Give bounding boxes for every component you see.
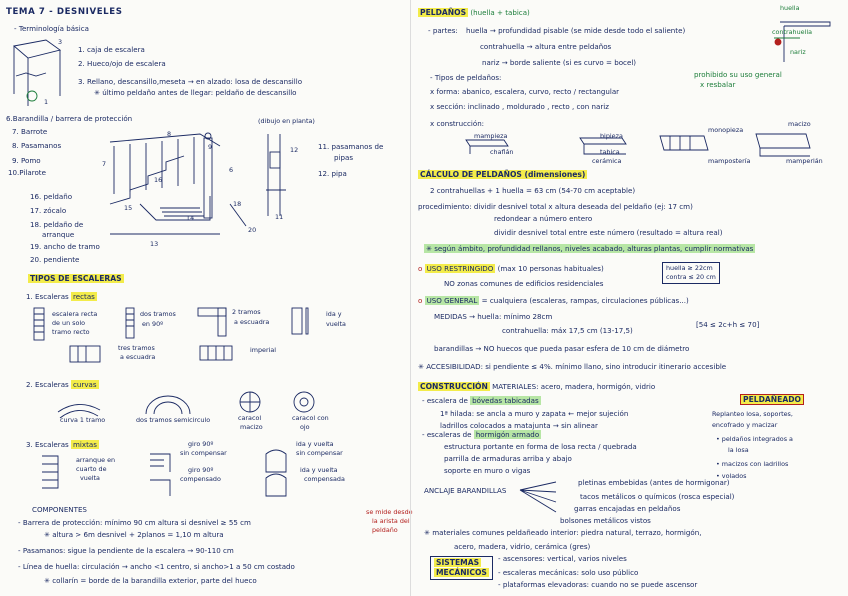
tipos-construccion: x construcción: <box>430 119 485 128</box>
callout-6: 6 <box>229 166 234 174</box>
mixtas-item-7: ida y vuelta <box>296 440 334 448</box>
peld-line-5: • macizos con ladrillos <box>716 460 789 468</box>
rectas-item-2: tramo recto <box>52 328 90 336</box>
callout-20: 20 <box>248 226 257 234</box>
rectas-item-7: ida y <box>326 310 342 318</box>
const-item-7: macizo <box>788 120 811 128</box>
uso-g-text: = cualquiera (escaleras, rampas, circulaciones públicas...) <box>481 296 689 305</box>
term-6: 6.Barandilla / barrera de protección <box>6 114 133 123</box>
peldanos-sub: (huella + tabica) <box>470 8 530 17</box>
term-19: 19. ancho de tramo <box>30 242 100 251</box>
anclaje-1: pletinas embebidas (antes de hormigonar) <box>578 478 730 487</box>
const-item-4: cerámica <box>592 157 622 165</box>
componentes-heading: COMPONENTES <box>32 505 87 514</box>
bovedas-row: - escalera de bóvedas tabicadas <box>422 396 539 405</box>
mixtas-title: 3. Escaleras mixtas <box>26 440 97 449</box>
anclaje-2: tacos metálicos o químicos (rosca especial) <box>580 492 735 501</box>
medidas-1: MEDIDAS → huella: mínimo 28cm <box>434 312 553 321</box>
bov-line-2: ladrillos colocados a matajunta → sin alinear <box>440 421 598 430</box>
construccion-row <box>418 382 655 391</box>
curvas-item-2: caracol <box>238 414 262 422</box>
anclaje-4: bolsones metálicos vistos <box>560 516 651 525</box>
peldanos-heading: PELDAÑOS <box>420 8 467 17</box>
term-2: 2. Hueco/ojo de escalera <box>78 59 166 68</box>
diagram-huella: huella <box>780 4 800 12</box>
calc-line-2: procedimiento: dividir desnivel total x altura deseada del peldaño (ej: 17 cm) <box>418 202 693 211</box>
uso-restringido-row: o USO RESTRINGIDO (max 10 personas habituales) <box>418 264 604 273</box>
uso-restringido: USO RESTRINGIDO <box>426 264 494 273</box>
const-item-3: tabica <box>600 148 620 156</box>
callout-13: 13 <box>150 240 159 248</box>
tipos-heading: TIPOS DE ESCALERAS <box>30 274 122 283</box>
callout-9: 9 <box>208 143 213 151</box>
partes-line-1: huella → profundidad pisable (se mide desde todo el saliente) <box>466 26 686 35</box>
comp-line-1: - Barrera de protección: mínimo 90 cm altura si desnivel ≥ 55 cm <box>18 518 251 527</box>
peldanos-heading-row <box>418 8 530 17</box>
diagram-nariz: nariz <box>790 48 806 56</box>
stair-railing-sketch <box>100 124 260 242</box>
callout-11: 11 <box>275 213 284 221</box>
const-item-8: mamperlán <box>786 157 823 165</box>
mat-comunes-1: ✳ materiales comunes peldañeado interior: piedra natural, terrazo, hormigón, <box>424 528 702 537</box>
prohibido-2: x resbalar <box>700 80 736 89</box>
hormigon-word: hormigón armado <box>475 430 540 439</box>
rectas-item-8: vuelta <box>326 320 346 328</box>
construccion-heading: CONSTRUCCIÓN <box>420 382 488 391</box>
terminologia-heading: - Terminología básica <box>14 24 89 33</box>
partes-line-3: nariz → borde saliente (si es curvo = bocel) <box>482 58 637 67</box>
mixtas-item-10: compensada <box>304 475 345 483</box>
mixtas-word: mixtas <box>73 440 97 449</box>
curvas-word: curvas <box>73 380 97 389</box>
peld-line-3: • peldaños integrados a <box>716 435 793 443</box>
callout-14: 14 <box>186 214 195 222</box>
callout-16: 16 <box>154 176 163 184</box>
sistemas-box <box>430 556 493 580</box>
calc-line-1: 2 contrahuellas + 1 huella = 63 cm (54-70 cm aceptable) <box>430 186 636 195</box>
barandillas-line: barandillas → NO huecos que pueda pasar esfera de 10 cm de diámetro <box>434 344 690 353</box>
horm-line-3: soporte en muro o vigas <box>444 466 531 475</box>
term-18: 18. peldaño de <box>30 220 84 229</box>
bov-line-1: 1ª hilada: se ancla a muro y zapata ← mejor sujeción <box>440 409 629 418</box>
curvas-item-4: caracol con <box>292 414 329 422</box>
term-18b: arranque <box>42 230 75 239</box>
segun-note: ✳ según ámbito, profundidad rellanos, niveles acabado, alturas plantas, cumplir normativas <box>426 244 754 253</box>
tipos-seccion: x sección: inclinado , moldurado , recto , con nariz <box>430 102 609 111</box>
comp-red-3: peldaño <box>372 526 398 534</box>
uso-general: USO GENERAL <box>426 296 478 305</box>
peldano-parts-sketch <box>760 12 840 72</box>
term-3-note: ✳ último peldaño antes de llegar: peldaño de descansillo <box>94 88 297 97</box>
callout-8: 8 <box>167 130 172 138</box>
callout-7: 7 <box>102 160 107 168</box>
formula: [54 ≤ 2c+h ≤ 70] <box>696 320 760 329</box>
partes-line-2: contrahuella → altura entre peldaños <box>480 42 612 51</box>
anclaje-3: garras encajadas en peldaños <box>574 504 681 513</box>
rectas-title: 1. Escaleras rectas <box>26 292 95 301</box>
calculo-heading: CÁLCULO DE PELDAÑOS (dimensiones) <box>420 170 586 179</box>
callout-3: 3 <box>58 38 63 46</box>
rectas-item-6: a escuadra <box>234 318 270 326</box>
bovedas-word: bóvedas tabicadas <box>472 396 539 405</box>
curvas-item-0: curva 1 tramo <box>60 416 106 424</box>
hormigon-row: - escaleras de hormigón armado <box>422 430 540 439</box>
mixtas-item-0: arranque en <box>76 456 116 464</box>
callout-12: 12 <box>290 146 299 154</box>
mixtas-item-2: vuelta <box>80 474 100 482</box>
column-divider <box>410 0 411 596</box>
term-3: 3. Rellano, descansillo,meseta → en alzado: losa de descansillo <box>78 77 303 86</box>
sistemas-1: SISTEMAS <box>436 558 480 567</box>
comp-red-1: se mide desde <box>366 508 413 516</box>
mixtas-item-3: giro 90º <box>188 440 214 448</box>
diagram-contrahuella: contrahuella <box>772 28 813 36</box>
term-7: 7. Barrote <box>12 127 48 136</box>
horm-line-2: parrilla de armaduras arriba y abajo <box>444 454 572 463</box>
rectas-item-1: de un solo <box>52 319 86 327</box>
rectas-item-10: a escuadra <box>120 353 156 361</box>
peld-line-1: Replanteo losa, soportes, <box>712 410 793 418</box>
caja-escalera-sketch <box>8 36 68 111</box>
rectas-word: rectas <box>73 292 95 301</box>
sist-line-3: - plataformas elevadoras: cuando no se puede ascensor <box>498 580 698 589</box>
comp-line-4: - Línea de huella: circulación → ancho <1 centro, si ancho>1 a 50 cm costado <box>18 562 295 571</box>
partes-label: - partes: <box>428 26 458 35</box>
curvas-item-3: macizo <box>240 423 263 431</box>
sist-line-2: - escaleras mecánicas: solo uso público <box>498 568 639 577</box>
uso-r-box-2: contra ≤ 20 cm <box>666 273 716 281</box>
uso-r-box-1: huella ≥ 22cm <box>666 264 713 272</box>
calc-line-3: redondear a número entero <box>494 214 593 223</box>
peld-line-4: la losa <box>728 446 749 454</box>
const-item-0: mampieza <box>474 132 508 140</box>
term-1: 1. caja de escalera <box>78 45 145 54</box>
rectas-item-11: imperial <box>250 346 277 354</box>
mixtas-item-6: compensado <box>180 475 221 483</box>
mixtas-item-9: ida y vuelta <box>300 466 338 474</box>
rectas-item-3: dos tramos <box>140 310 176 318</box>
peld-line-6: • volados <box>716 472 747 480</box>
rectas-item-0: escalera recta <box>52 310 98 318</box>
anclaje-heading: ANCLAJE BARANDILLAS <box>424 486 507 495</box>
rectas-item-5: 2 tramos <box>232 308 261 316</box>
medidas-2: contrahuella: máx 17,5 cm (13-17,5) <box>502 326 633 335</box>
const-item-5: monopieza <box>708 126 744 134</box>
curvas-item-5: ojo <box>300 423 310 431</box>
sist-line-1: - ascensores: vertical, varios niveles <box>498 554 627 563</box>
mixtas-item-5: giro 90º <box>188 466 214 474</box>
term-16: 16. peldaño <box>30 192 73 201</box>
sistemas-2: MECÁNICOS <box>436 568 487 577</box>
mat-comunes-2: acero, madera, vidrio, cerámica (gres) <box>454 542 591 551</box>
accesibilidad-line: ✳ ACCESIBILIDAD: si pendiente ≤ 4%. mínimo llano, sino introducir itinerario accesible <box>418 362 727 371</box>
callout-18: 18 <box>233 200 242 208</box>
term-8: 8. Pasamanos <box>12 141 62 150</box>
term-17: 17. zócalo <box>30 206 67 215</box>
const-item-2: bipieza <box>600 132 623 140</box>
calc-line-4: dividir desnivel total entre este número (resultado = altura real) <box>494 228 723 237</box>
const-item-6: mampostería <box>708 157 751 165</box>
construccion-icons <box>460 128 840 164</box>
uso-r-text: (max 10 personas habituales) <box>497 264 604 273</box>
horm-line-1: estructura portante en forma de losa recta / quebrada <box>444 442 637 451</box>
callout-1: 1 <box>44 98 49 106</box>
mixtas-item-4: sin compensar <box>180 449 227 457</box>
mixtas-item-8: sin compensar <box>296 449 343 457</box>
rectas-item-4: en 90º <box>142 320 164 328</box>
prohibido-1: prohibido su uso general <box>694 70 782 79</box>
uso-r-no: NO zonas comunes de edificios residenciales <box>444 279 604 288</box>
term-12: 12. pipa <box>318 169 347 178</box>
curvas-title: 2. Escaleras curvas <box>26 380 97 389</box>
pipa-plan-sketch <box>262 130 298 220</box>
rectas-item-9: tres tramos <box>118 344 155 352</box>
uso-r-box <box>662 262 720 284</box>
term-9: 9. Pomo <box>12 156 41 165</box>
term-11b: pipas <box>334 153 354 162</box>
comp-line-3: - Pasamanos: sigue la pendiente de la escalera → 90-110 cm <box>18 546 234 555</box>
page-title: TEMA 7 - DESNIVELES <box>6 7 123 17</box>
mixtas-item-1: cuarto de <box>76 465 107 473</box>
comp-red-2: la arista del <box>372 517 410 525</box>
peld-line-2: encofrado y macizar <box>712 421 778 429</box>
const-item-1: chaflán <box>490 148 514 156</box>
comp-line-5: ✳ collarín = borde de la barandilla exterior, parte del hueco <box>44 576 257 585</box>
anclaje-arrows <box>516 480 576 520</box>
tipos-forma: x forma: abanico, escalera, curvo, recto / rectangular <box>430 87 620 96</box>
callout-15: 15 <box>124 204 133 212</box>
peldaneado-heading: PELDAÑEADO <box>740 394 804 405</box>
tipos-peldanos: - Tipos de peldaños: <box>430 73 502 82</box>
term-20: 20. pendiente <box>30 255 80 264</box>
term-10: 10.Pilarote <box>8 168 46 177</box>
term-11: 11. pasamanos de <box>318 142 384 151</box>
curvas-item-1: dos tramos semicirculo <box>136 416 211 424</box>
uso-general-row: o USO GENERAL = cualquiera (escaleras, rampas, circulaciones públicas...) <box>418 296 689 305</box>
comp-line-2: ✳ altura > 6m desnivel + 2planos = 1,10 m altura <box>44 530 224 539</box>
dibujo-planta-label: (dibujo en planta) <box>258 117 315 125</box>
materiales: MATERIALES: acero, madera, hormigón, vidrio <box>492 382 656 391</box>
